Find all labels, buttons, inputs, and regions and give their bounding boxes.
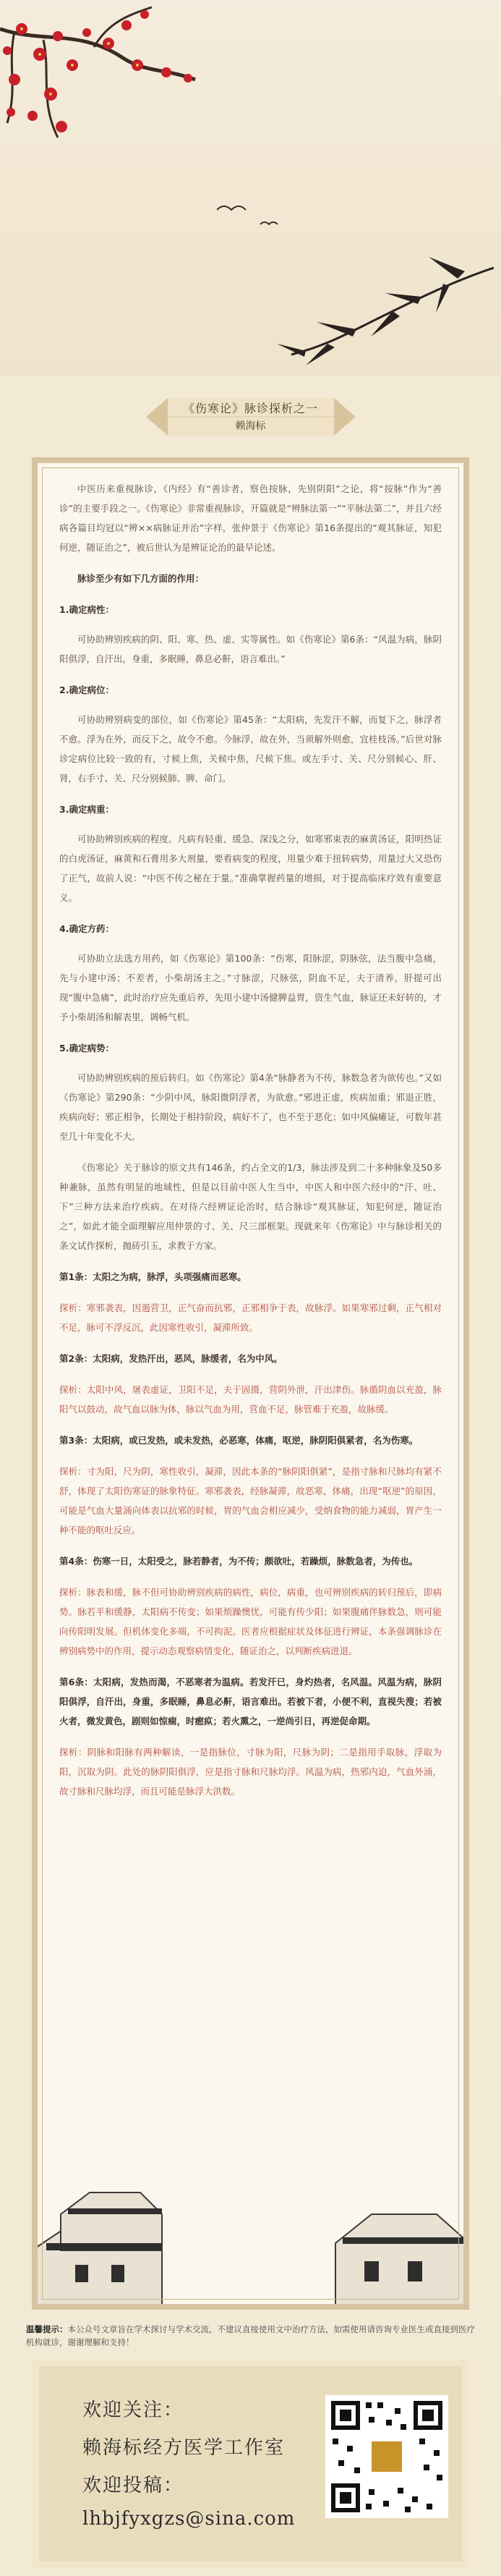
clause-text: 第4条：伤寒一日，太阳受之，脉若静者，为不传；颇欲吐，若躁烦，脉数急者，为传也。 bbox=[59, 1556, 419, 1567]
clause-text: 第2条：太阳病，发热汗出，恶风，脉缓者，名为中风。 bbox=[59, 1353, 283, 1364]
header-illustration bbox=[0, 0, 501, 376]
tip-notice bbox=[26, 2323, 478, 2349]
clause-analysis: 探析：阴脉和阳脉有两种解读，一是指脉位，寸脉为阳，尺脉为阴；二是指用手取脉，浮取为阳，沉取为阴。此处的脉阴阳俱浮，应是指寸脉和尺脉均浮。风温为病，热邪内迫，气血外涌，故寸脉和尺脉均浮，而且可能是脉浮大洪数。 bbox=[59, 1747, 442, 1797]
section-heading: 4.确定方药： bbox=[59, 923, 114, 934]
section-paragraph: 可协助立法选方用药，如《伤寒论》第100条：“伤寒，阳脉涩，阴脉弦，法当腹中急痛，先与小建中汤；不差者，小柴胡汤主之。”寸脉涩，尺脉弦，阴血不足，夫于清养，肝提可出现“腹中急痛”，此时治疗应先重后养，先用小建中汤健脾益胃，资生气血，脉证还未好转的，才予小柴胡汤和解表里，调畅气机。 bbox=[59, 953, 442, 1022]
section-paragraph: 可协助辨别疾病的程度。凡病有轻重、缓急、深浅之分，如寒邪束表的麻黄汤证，阳明热证的白虎汤证，麻黄和石膏用多大剂量，要看病变的程度，用量少难于扭转病势，用量过大又恐伤了正气，故前人说：“中医不传之秘在于量。”准确掌握药量的增损，对于提高临床疗效有重要意义。 bbox=[59, 834, 442, 903]
article-body bbox=[32, 457, 469, 2310]
clause-text: 第6条：太阳病，发热而渴，不恶寒者为温病。若发汗已，身灼热者，名风温。风温为病，脉阴阳俱浮，自汗出，身重，多眠睡，鼻息必鼾，语言难出。若被下者，小便不利，直视失溲；若被火者，微发黄色，剧则如惊痫，时瘛疭；若火熏之，一逆尚引日，再逆促命期。 bbox=[59, 1677, 442, 1726]
footer-banner bbox=[32, 2359, 469, 2569]
section-intro: 脉诊至少有如下几方面的作用： bbox=[77, 573, 205, 584]
section-paragraph: 《伤寒论》关于脉诊的原文共有146条，约占全文的1/3，脉法涉及到二十多种脉象及50多种兼脉，虽然有明显的地域性，但是以目前中医人生当中，中医人和中医六经中的“汗、吐、下”三种方法来治疗疾病。在对待六经辨证论治时，结合脉诊“观其脉证，知犯何逆，随证治之”，如此才能全面理解应用仲景的寸、关、尺三部框架。现就来年《伤寒论》中与脉诊相关的条文试作探析，抛砖引玉，求教于方家。 bbox=[59, 1162, 442, 1251]
clause-text: 第3条：太阳病，或已发热，或未发热，必恶寒，体痛，呕逆，脉阴阳俱紧者，名为伤寒。 bbox=[59, 1435, 419, 1446]
email-link[interactable]: lhbjfyxgzs@sina.com bbox=[82, 2508, 296, 2530]
tip-label: 温馨提示： bbox=[26, 2324, 68, 2334]
plum-blossom-illustration bbox=[0, 0, 217, 188]
clause-text: 第1条：太阳之为病，脉浮，头项强痛而恶寒。 bbox=[59, 1271, 247, 1282]
clause-analysis: 探析：脉表和缓，脉不但可协助辨别疾病的病性，病位，病重，也可辨别疾病的转归预后，即病势。脉若平和缓静，太阳病不传变；如果烦躁懊忧，可能有传少阳；如果腹痛伴脉数急，则可能向传阳明发展。但机体变化多端，不可拘泥。医者应根据症状及体征进行辨证，本条强调脉诊在辨别病势中的作用，提示动态观察病情变化，随证治之，以判断疾病进退。 bbox=[59, 1587, 442, 1656]
section-paragraph: 可协助辨别病变的部位，如《伤寒论》第45条：“太阳病，先发汗不解，而复下之，脉浮者不愈。浮为在外，而反下之，故令不愈。今脉浮，故在外，当须解外则愈，宜桂枝汤。”后世对脉诊定病位比较一致的有，寸候上焦，关候中焦，尺候下焦。或左手寸、关、尺分别候心、肝、肾，右手寸、关、尺分别候肺、脾、命门。 bbox=[59, 714, 442, 784]
article-author: 赖海标 bbox=[235, 420, 266, 432]
clause-analysis: 探析：寸为阳，尺为阴，寒性收引，凝滞，因此本条的“脉阴阳俱紧”，是指寸脉和尺脉均有紧不舒，体现了太阳伤寒证的脉象特征。寒邪袭表，经脉凝滞，故恶寒，体痛，出现“呕逆”的原因，可能是气血大量涌向体表以抗邪的时候，胃的气血会相应减少，受纳食物的能力减弱，胃产生一种不能的呕吐反应。 bbox=[59, 1466, 442, 1535]
article-title-block bbox=[0, 397, 501, 440]
section-heading: 2.确定病位： bbox=[59, 685, 114, 695]
section-heading: 5.确定病势： bbox=[59, 1043, 114, 1054]
intro-paragraph: 中医历来重视脉诊，《内经》有“善诊者，察色按脉，先别阴阳”之论，将“按脉”作为“善诊”的主要手段之一。《伤寒论》非常重视脉诊，开篇就是“辨脉法第一”“平脉法第二”，并且六经病各篇目均冠以“辨××病脉证并治”字样，张仲景于《伤寒论》第16条提出的“观其脉证，知犯何逆，随证治之”，被后世认为是辨证论治的最早论述。 bbox=[59, 483, 442, 553]
bamboo-illustration bbox=[277, 239, 494, 376]
qr-code-icon[interactable] bbox=[325, 2395, 448, 2518]
tip-text: 本公众号文章旨在学术探讨与学术交流，不建议直接使用文中治疗方法，如需使用请咨询专业医生或直接到医疗机构就诊，谢谢理解和支持！ bbox=[26, 2324, 475, 2347]
section-heading: 1.确定病性： bbox=[59, 604, 114, 615]
studio-name: 赖海标经方医学工作室 bbox=[82, 2437, 286, 2459]
section-paragraph: 可协助辨别疾病的阴、阳、寒、热、虚、实等属性。如《伤寒论》第6条：“风温为病，脉阴阳俱浮，自汗出，身重，多眠睡，鼻息必鼾，语言难出。” bbox=[59, 634, 442, 664]
section-heading: 3.确定病重： bbox=[59, 804, 114, 815]
submit-label: 欢迎投稿： bbox=[82, 2475, 184, 2496]
clause-analysis: 探析：太阳中风，屠表虚证，卫阳不足，夫于固摄，营阴外泄，汗出津伤。脉循阴血以充盈，脉阳气以鼓动，故气血以脉为体，脉以气血为用，营血不足，脉管难于充盈，故脉缓。 bbox=[59, 1384, 442, 1415]
section-paragraph: 可协助辨别疾病的预后转归。如《伤寒论》第4条“脉静者为不传，脉数急者为欲传也。”又如《伤寒论》第290条：“少阴中风，脉阳微阴浮者，为欲愈。”邪进正虚，疾病加重；邪退正胜，疾病向好；邪正相争，长期处于相持阶段，病好不了，也不至于恶化；如中风偏瘫证，可数年甚至几十年变化不大。 bbox=[59, 1072, 442, 1142]
village-illustration bbox=[32, 2142, 469, 2308]
clause-analysis: 探析：寒邪袭表，因遏营卫，正气奋而抗邪，正邪相争于表，故脉浮。如果寒邪过剩，正气相对不足，脉可不浮反沉，此因寒性收引，凝滞所致。 bbox=[59, 1302, 442, 1333]
follow-label: 欢迎关注： bbox=[82, 2399, 184, 2421]
article-title: 《伤寒论》脉诊探析之一 bbox=[182, 402, 318, 415]
birds-illustration bbox=[217, 195, 304, 239]
